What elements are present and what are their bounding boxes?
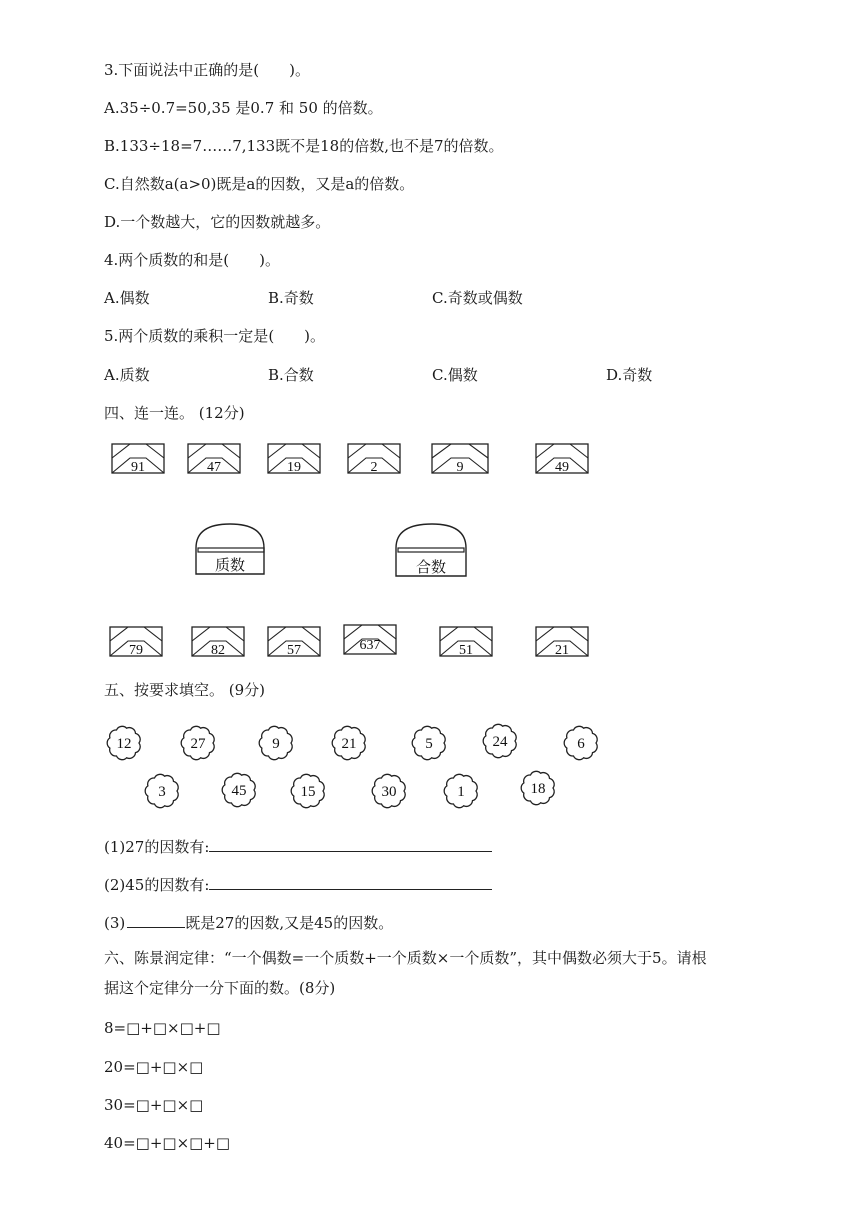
number-label: 51 xyxy=(459,643,473,658)
number-label: 21 xyxy=(555,643,569,658)
flower-label: 21 xyxy=(341,736,357,752)
number-label: 2 xyxy=(370,460,378,475)
flower-label: 27 xyxy=(190,736,206,752)
flower-label: 5 xyxy=(425,736,433,752)
flower-number xyxy=(291,774,324,807)
section5-q2-label: (2)45的因数有: xyxy=(104,876,210,894)
number-box[interactable] xyxy=(536,627,588,658)
q5-stem: 5.两个质数的乘积一定是( )。 xyxy=(104,327,326,345)
answer-blank[interactable] xyxy=(209,873,492,890)
flower-number xyxy=(259,726,292,759)
number-box[interactable] xyxy=(192,627,244,658)
number-box[interactable] xyxy=(268,444,320,475)
number-label: 91 xyxy=(131,460,145,475)
number-box[interactable] xyxy=(268,627,320,658)
number-label: 47 xyxy=(207,460,221,475)
q5-option-b: B.合数 xyxy=(268,366,314,384)
number-box[interactable] xyxy=(432,444,488,475)
flower-numbers-figure xyxy=(100,716,610,816)
house-label: 合数 xyxy=(415,560,447,576)
answer-blank[interactable] xyxy=(127,911,185,928)
flower-number xyxy=(483,724,516,757)
flower-label: 1 xyxy=(457,784,465,800)
number-box[interactable] xyxy=(536,444,588,475)
section5-q1-label: (1)27的因数有: xyxy=(104,838,210,856)
flower-label: 15 xyxy=(300,784,316,800)
q3-option-b: B.133÷18=7……7,133既不是18的倍数,也不是7的倍数。 xyxy=(104,137,504,155)
flower-label: 18 xyxy=(530,781,546,797)
flower-label: 24 xyxy=(492,734,508,750)
section5-q3-suffix: 既是27的因数,又是45的因数。 xyxy=(185,914,394,932)
q5-option-c: C.偶数 xyxy=(432,366,478,384)
q3-option-c: C.自然数a(a>0)既是a的因数，又是a的倍数。 xyxy=(104,175,415,193)
q5-option-d: D.奇数 xyxy=(606,366,653,384)
number-label: 637 xyxy=(359,638,381,653)
equation[interactable]: 20=□+□×□ xyxy=(104,1058,204,1076)
flower-number xyxy=(145,774,178,807)
section5-q2 xyxy=(104,873,492,895)
q5-option-a: A.质数 xyxy=(104,366,150,384)
number-box[interactable] xyxy=(440,627,492,658)
flower-label: 45 xyxy=(231,783,247,799)
number-box[interactable] xyxy=(110,627,162,658)
flower-label: 30 xyxy=(381,784,397,800)
composite-house[interactable] xyxy=(396,524,466,576)
number-label: 79 xyxy=(129,643,143,658)
flower-number xyxy=(412,726,445,759)
flower-number xyxy=(372,774,405,807)
section5-q3-prefix: (3) xyxy=(104,914,126,932)
flower-number xyxy=(564,726,597,759)
flower-label: 12 xyxy=(116,736,132,752)
number-box[interactable] xyxy=(348,444,400,475)
q3-option-a: A.35÷0.7=50,35 是0.7 和 50 的倍数。 xyxy=(104,99,383,117)
section5-q1 xyxy=(104,835,492,857)
section5-title: 五、按要求填空。 (9分) xyxy=(104,681,266,699)
matching-figure xyxy=(100,432,600,664)
q4-stem: 4.两个质数的和是( )。 xyxy=(104,251,281,269)
number-label: 19 xyxy=(287,460,301,475)
number-box[interactable] xyxy=(112,444,164,475)
section4-title: 四、连一连。 (12分) xyxy=(104,404,245,422)
house-label: 质数 xyxy=(214,558,246,574)
section5-q3 xyxy=(104,911,393,933)
flower-number xyxy=(107,726,140,759)
number-box[interactable] xyxy=(188,444,240,475)
flower-number xyxy=(222,773,255,806)
flower-number xyxy=(332,726,365,759)
q4-option-b: B.奇数 xyxy=(268,289,314,307)
q4-option-c: C.奇数或偶数 xyxy=(432,289,523,307)
flower-label: 3 xyxy=(158,784,166,800)
equation[interactable]: 40=□+□×□+□ xyxy=(104,1134,231,1152)
number-box[interactable] xyxy=(344,625,396,654)
number-label: 49 xyxy=(555,460,569,475)
equation[interactable]: 8=□+□×□+□ xyxy=(104,1019,221,1037)
q4-option-a: A.偶数 xyxy=(104,289,150,307)
answer-blank[interactable] xyxy=(209,835,492,852)
flower-number xyxy=(181,726,214,759)
prime-house[interactable] xyxy=(196,524,264,574)
q3-stem: 3.下面说法中正确的是( )。 xyxy=(104,61,311,79)
q3-option-d: D.一个数越大，它的因数就越多。 xyxy=(104,213,331,231)
flower-label: 6 xyxy=(577,736,585,752)
number-label: 82 xyxy=(211,643,225,658)
equation[interactable]: 30=□+□×□ xyxy=(104,1096,204,1114)
flower-number xyxy=(444,774,477,807)
flower-label: 9 xyxy=(272,736,280,752)
flower-number xyxy=(521,771,554,804)
number-label: 9 xyxy=(456,460,464,475)
section6-title-line1: 六、陈景润定律：“一个偶数=一个质数+一个质数×一个质数”，其中偶数必须大于5。请根 xyxy=(104,949,707,967)
number-label: 57 xyxy=(287,643,301,658)
section6-title-line2: 据这个定律分一分下面的数。(8分) xyxy=(104,979,336,997)
